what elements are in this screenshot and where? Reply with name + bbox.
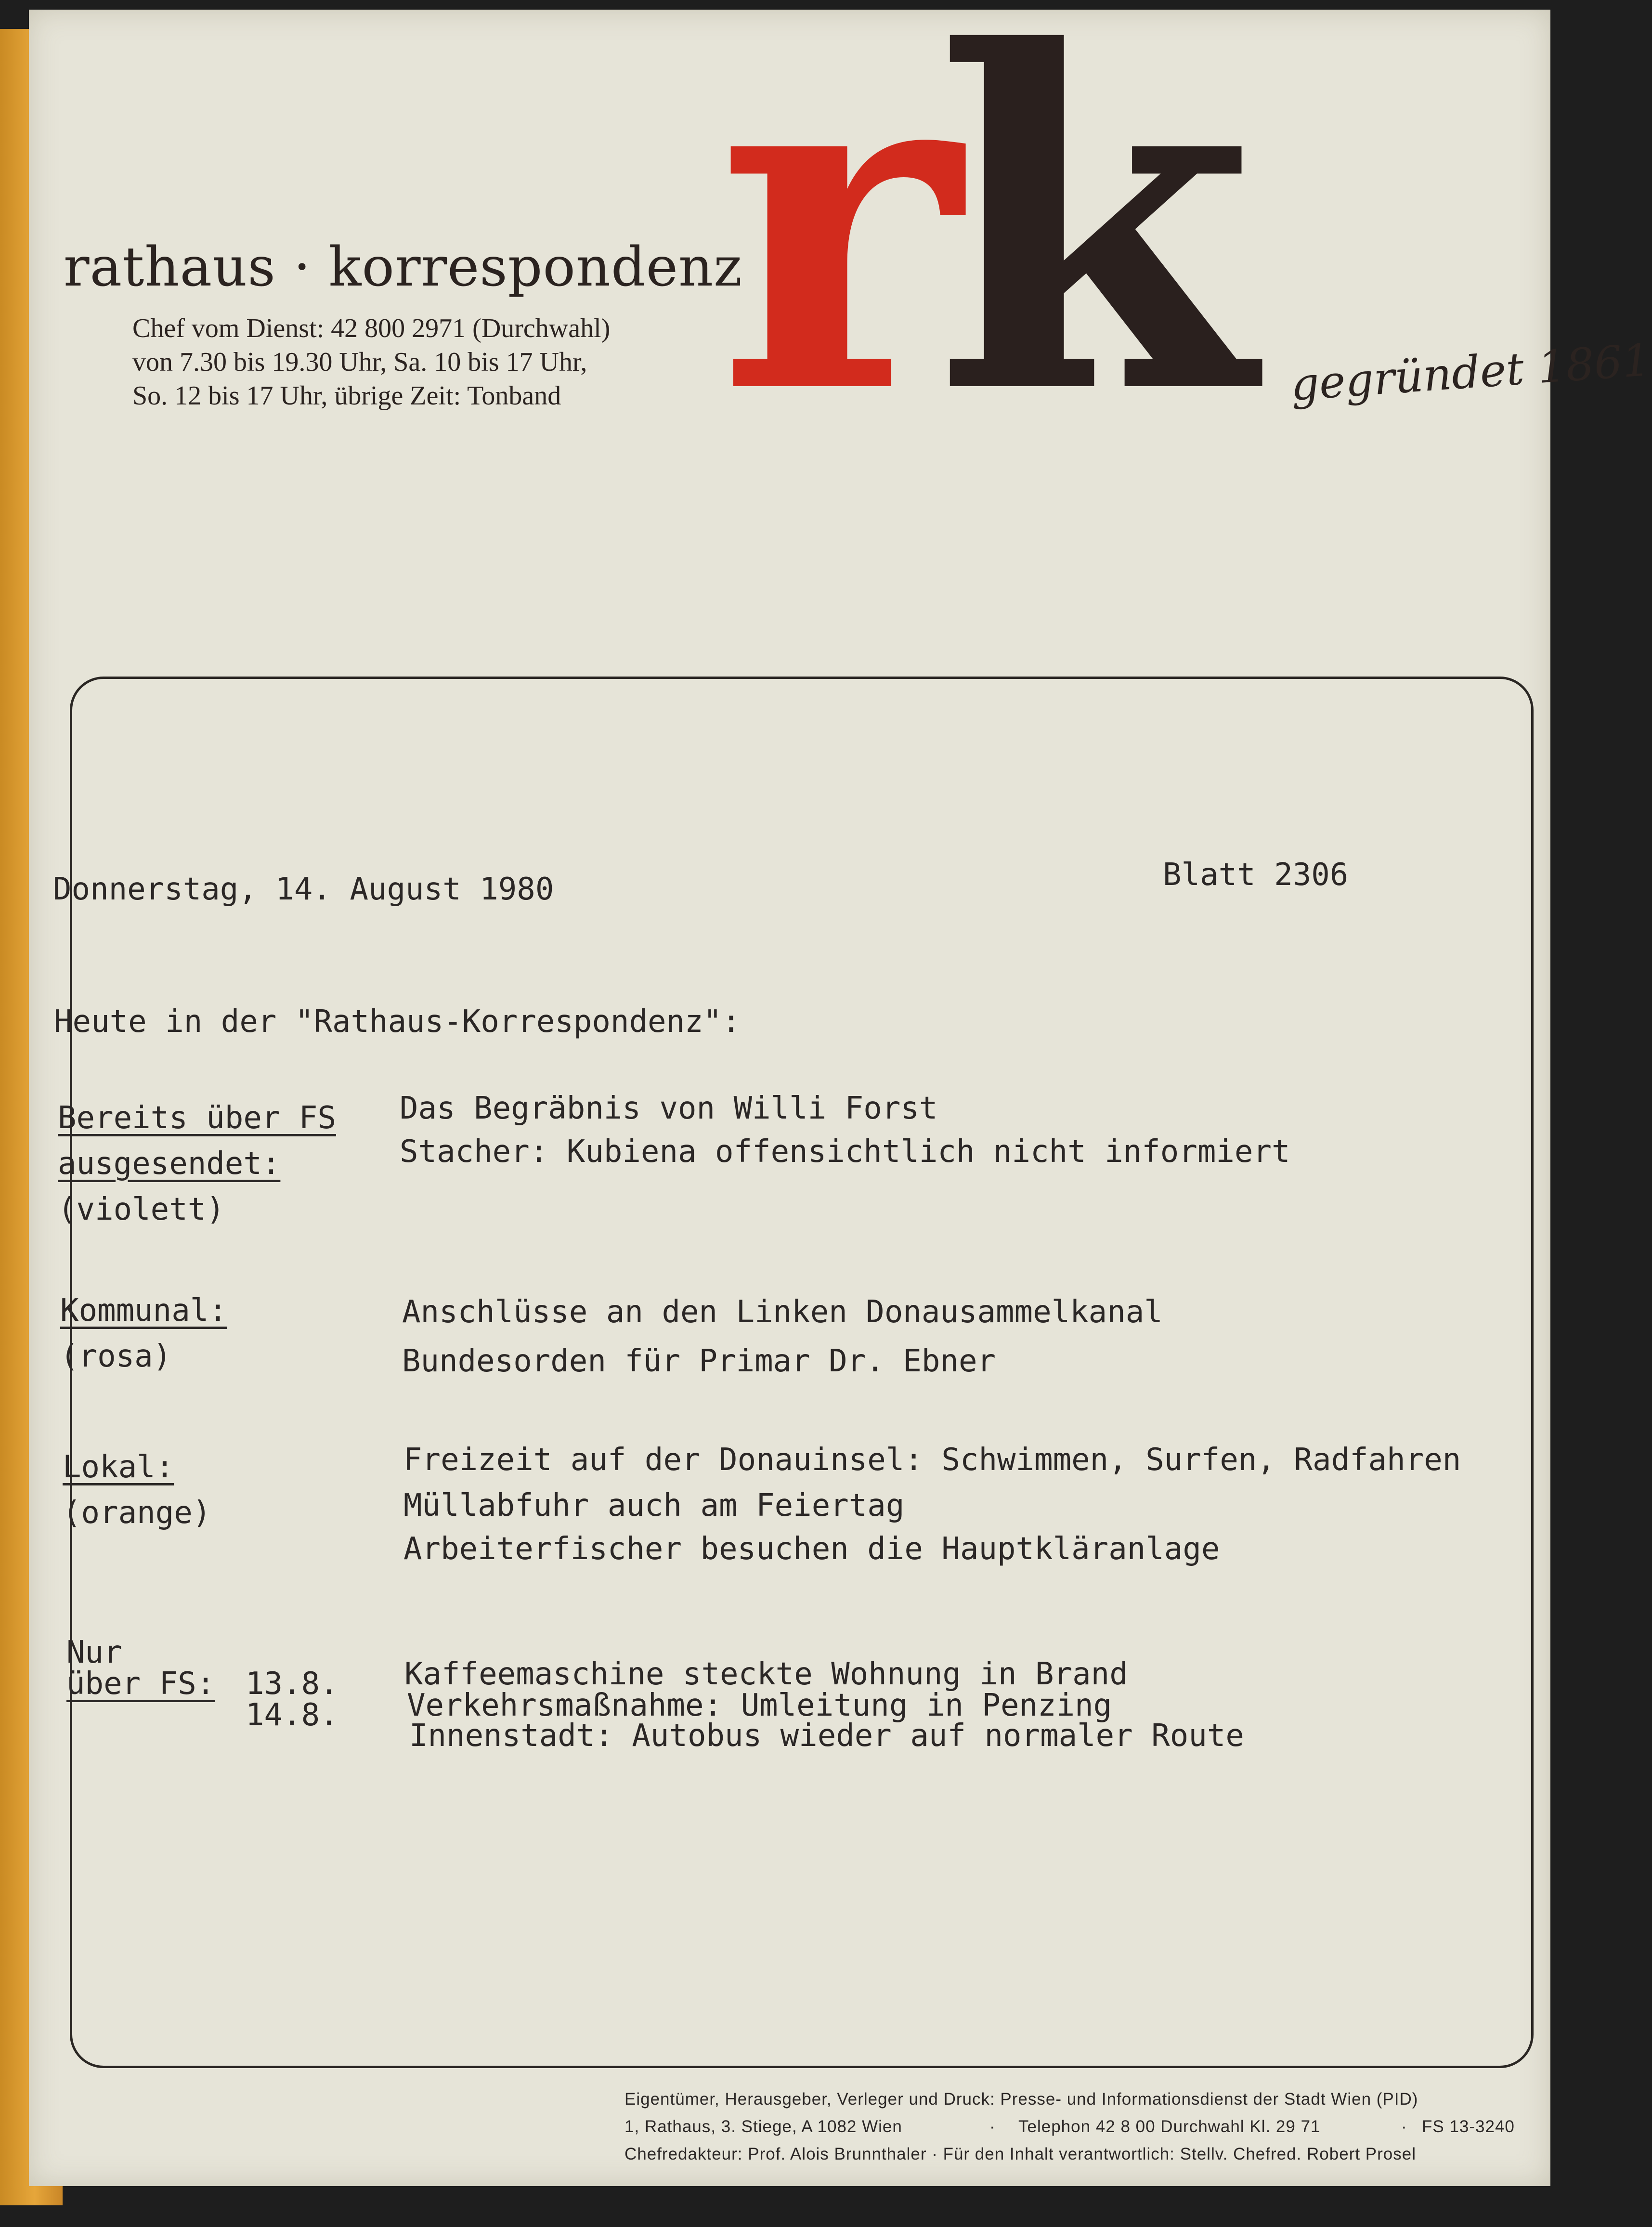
logo-letter-k: k	[934, 0, 1255, 495]
kommunal-item-1: Anschlüsse an den Linken Donausammelkanal	[402, 1294, 1163, 1330]
nur-fs-date-1: 13.8.	[246, 1666, 338, 1702]
kommunal-item-2: Bundesorden für Primar Dr. Ebner	[402, 1343, 996, 1379]
fs-item-1: Das Begräbnis von Willi Forst	[400, 1091, 938, 1126]
logo-letter-r: r	[717, 0, 961, 495]
fs-color-note: (violett)	[58, 1192, 225, 1227]
footer-separator-1: ·	[989, 2117, 996, 2136]
nur-fs-label-1: Nur	[66, 1635, 122, 1670]
footer-separator-2: ·	[1401, 2117, 1407, 2136]
footer-fs-number: FS 13-3240	[1422, 2117, 1515, 2136]
lokal-color-note: (orange)	[63, 1495, 211, 1531]
contact-line-1: Chef vom Dienst: 42 800 2971 (Durchwahl)	[132, 313, 611, 343]
lokal-item-1: Freizeit auf der Donauinsel: Schwimmen, Surfen, Radfahren	[403, 1442, 1461, 1478]
kommunal-color-note: (rosa)	[60, 1339, 172, 1374]
sheet-number: Blatt 2306	[1163, 857, 1349, 893]
founded-note: gegründet 1861	[1289, 334, 1652, 411]
intro-line: Heute in der "Rathaus-Korrespondenz":	[54, 1004, 741, 1040]
lokal-label: Lokal:	[63, 1449, 174, 1485]
fs-section-label-2: ausgesendet:	[58, 1146, 281, 1182]
masthead-title: rathaus · korrespondenz	[64, 236, 743, 299]
kommunal-label: Kommunal:	[60, 1293, 227, 1328]
document-page	[29, 0, 1652, 2186]
footer-address: 1, Rathaus, 3. Stiege, A 1082 Wien	[624, 2117, 902, 2136]
contact-line-2: von 7.30 bis 19.30 Uhr, Sa. 10 bis 17 Uhr,	[132, 347, 587, 377]
footer-publisher: Eigentümer, Herausgeber, Verleger und Druck: Presse- und Informationsdienst der Stadt Wien (PID)	[624, 2090, 1418, 2109]
contact-line-3: So. 12 bis 17 Uhr, übrige Zeit: Tonband	[132, 381, 561, 411]
nur-fs-item-2: Verkehrsmaßnahme: Umleitung in Penzing	[407, 1688, 1112, 1723]
nur-fs-label-2: über FS:	[66, 1666, 215, 1702]
rk-logo	[717, 0, 1281, 495]
fs-item-2: Stacher: Kubiena offensichtlich nicht informiert	[400, 1134, 1290, 1170]
footer-editor: Chefredakteur: Prof. Alois Brunnthaler · Für den Inhalt verantwortlich: Stellv. Chefred. Robert Prosel	[624, 2145, 1417, 2163]
footer-telephone: Telephon 42 8 00 Durchwahl Kl. 29 71	[1018, 2117, 1321, 2136]
nur-fs-date-2: 14.8.	[246, 1697, 338, 1733]
lokal-item-2: Müllabfuhr auch am Feiertag	[403, 1488, 905, 1524]
nur-fs-item-3: Innenstadt: Autobus wieder auf normaler Route	[409, 1718, 1244, 1754]
issue-date: Donnerstag, 14. August 1980	[53, 872, 554, 907]
nur-fs-item-1: Kaffeemaschine steckte Wohnung in Brand	[404, 1656, 1128, 1692]
lokal-item-3: Arbeiterfischer besuchen die Hauptkläranlage	[403, 1531, 1220, 1567]
fs-section-label-1: Bereits über FS	[58, 1100, 336, 1136]
